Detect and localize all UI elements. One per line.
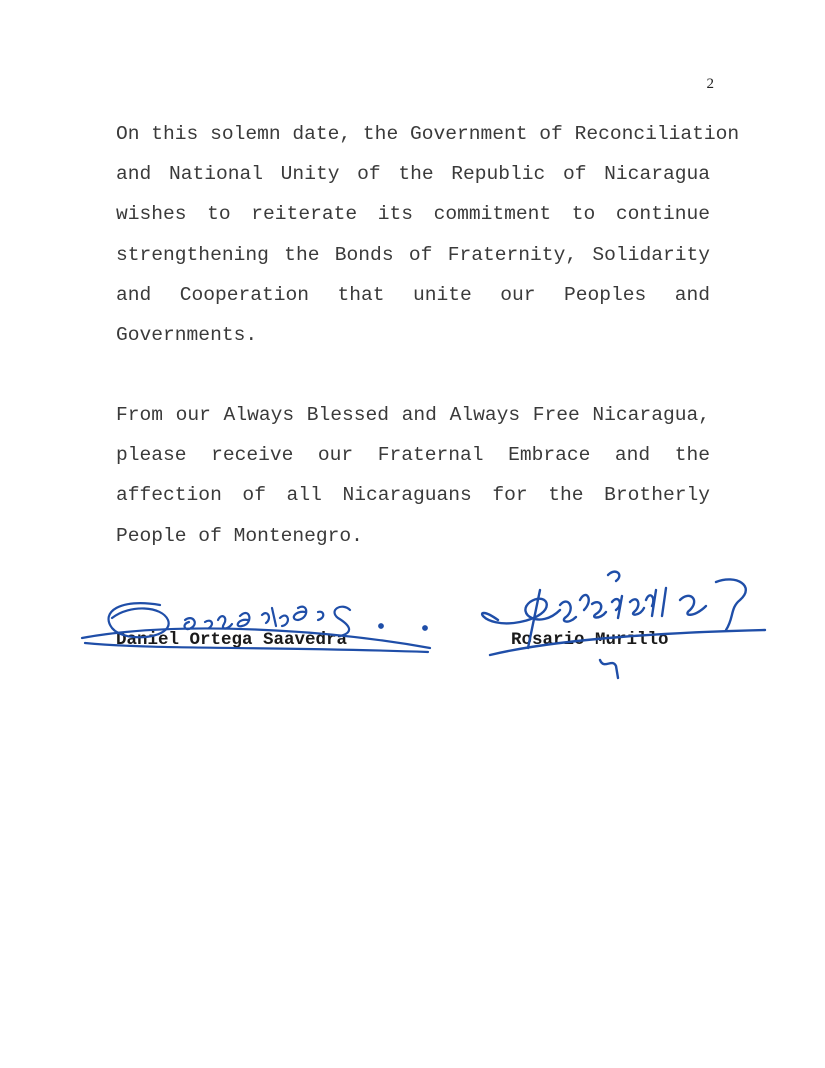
letter-paragraph-commitment — [116, 114, 740, 355]
paragraph-line: Governments. — [116, 323, 258, 346]
paragraph-line: and National Unity of the Republic of Nicaragua — [116, 163, 710, 186]
paragraph-line: please receive our Fraternal Embrace and the — [116, 444, 710, 467]
handwritten-signature-ortega — [0, 560, 825, 680]
page-number: 2 — [706, 76, 714, 92]
signature-block — [0, 560, 825, 680]
paragraph-line: affection of all Nicaraguans for the Brotherly — [116, 484, 710, 507]
handwritten-signature-murillo — [0, 560, 825, 680]
signatory-name-ortega: Daniel Ortega Saavedra — [116, 630, 348, 650]
signatory-name-murillo: Rosario Murillo — [511, 630, 669, 650]
paragraph-line: People of Montenegro. — [116, 524, 363, 547]
paragraph-line: strengthening the Bonds of Fraternity, Solidarity — [116, 243, 710, 266]
paragraph-line: and Cooperation that unite our Peoples and — [116, 283, 710, 306]
paragraph-line: wishes to reiterate its commitment to continue — [116, 203, 710, 226]
paragraph-line: From our Always Blessed and Always Free Nicaragua, — [116, 404, 710, 426]
letter-paragraph-greeting — [116, 395, 710, 556]
paragraph-line: On this solemn date, the Government of Reconciliation — [116, 123, 740, 145]
